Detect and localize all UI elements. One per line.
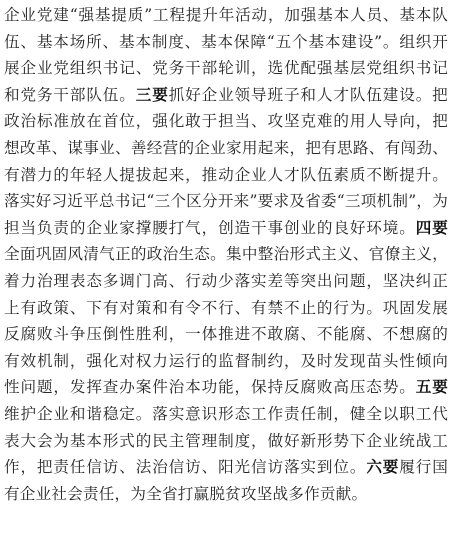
text-segment: 有潜力的年轻人提拔起来，推动企业人才队伍素质不断提升。 xyxy=(4,165,448,184)
text-segment: 性问题，发挥查办案件治本功能，保持反腐败高压态势。 xyxy=(4,378,416,397)
text-segment: 着力治理表态多调门高、行动少落实差等突出问题，坚决纠正 xyxy=(4,271,448,290)
text-line xyxy=(4,135,448,162)
text-segment: 表大会为基本形式的民主管理制度，做好新形势下企业统战工 xyxy=(4,431,448,450)
text-line xyxy=(4,481,448,508)
text-segment: 上有政策、下有对策和有令不行、有禁不止的行为。巩固发展 xyxy=(4,298,448,317)
text-segment: 作，把责任信访、法治信访、阳光信访落实到位。 xyxy=(4,458,367,477)
text-segment: 有企业社会责任，为全省打赢脱贫攻坚战多作贡献。 xyxy=(4,484,368,503)
text-line xyxy=(4,108,448,135)
section-marker: 六要 xyxy=(366,458,400,477)
text-line xyxy=(4,268,448,295)
text-line xyxy=(4,295,448,322)
text-segment: 抓好企业领导班子和人才队伍建设。把 xyxy=(168,85,448,104)
section-marker: 四要 xyxy=(415,218,448,237)
text-segment: 有效机制，强化对权力运行的监督制约，及时发现苗头性倾向 xyxy=(4,351,448,370)
text-segment: 展企业党组织书记、党务干部轮训，选优配强基层党组织书记 xyxy=(4,59,448,78)
text-segment: 想改革、谋事业、善经营的企业家用起来，把有思路、有闯劲、 xyxy=(4,138,448,157)
section-marker: 三要 xyxy=(135,85,169,104)
section-marker: 五要 xyxy=(415,378,448,397)
text-line xyxy=(4,401,448,428)
text-line xyxy=(4,2,448,29)
article-body xyxy=(4,2,448,507)
text-segment: 企业党建“强基提质”工程提升年活动，加强基本人员、基本队 xyxy=(4,6,448,24)
text-line xyxy=(4,348,448,375)
text-line xyxy=(4,428,448,455)
text-segment: 政治标准放在首位，强化敢于担当、攻坚克难的用人导向，把 xyxy=(4,112,448,131)
text-line xyxy=(4,82,448,109)
text-line xyxy=(4,321,448,348)
text-line xyxy=(4,188,448,215)
text-line xyxy=(4,374,448,401)
text-line xyxy=(4,162,448,189)
text-segment: 落实好习近平总书记“三个区分开来”要求及省委“三项机制”，为 xyxy=(4,192,448,211)
text-line xyxy=(4,29,448,56)
text-segment: 担当负责的企业家撑腰打气，创造干事创业的良好环境。 xyxy=(4,218,416,237)
text-segment: 伍、基本场所、基本制度、基本保障“五个基本建设”。组织开 xyxy=(4,32,448,51)
text-line xyxy=(4,55,448,82)
text-line xyxy=(4,215,448,242)
text-line xyxy=(4,241,448,268)
text-segment: 履行国 xyxy=(399,458,448,477)
text-line xyxy=(4,454,448,481)
text-segment: 全面巩固风清气正的政治生态。集中整治形式主义、官僚主义， xyxy=(4,245,448,264)
text-segment: 反腐败斗争压倒性胜利，一体推进不敢腐、不能腐、不想腐的 xyxy=(4,325,448,344)
text-segment: 维护企业和谐稳定。落实意识形态工作责任制，健全以职工代 xyxy=(4,404,448,423)
text-segment: 和党务干部队伍。 xyxy=(4,85,136,104)
